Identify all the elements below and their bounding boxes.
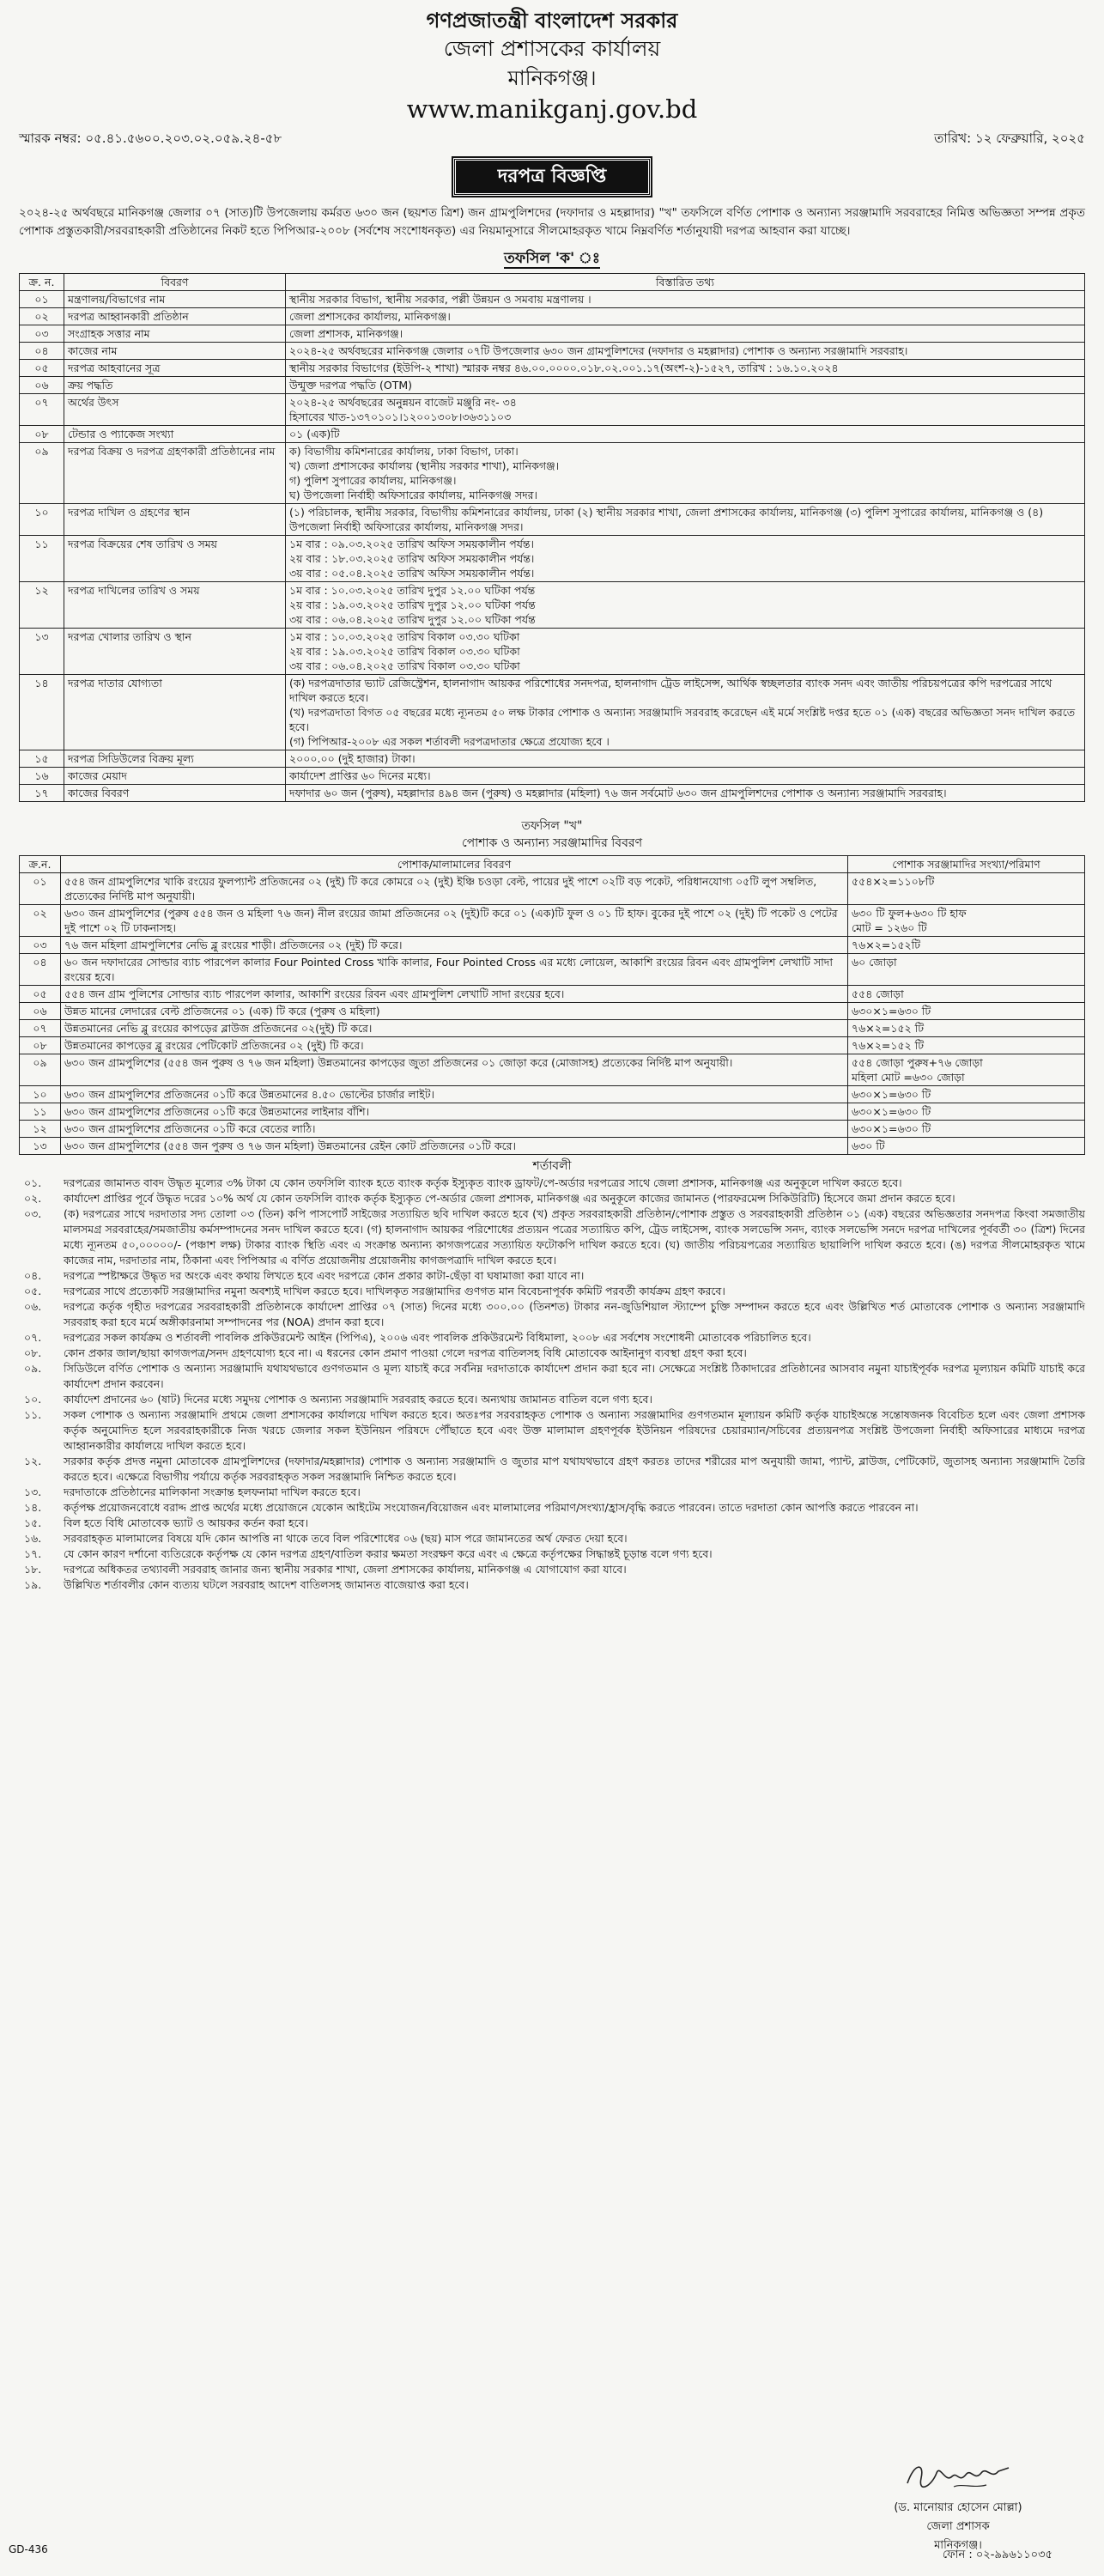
condition-number: ১৪. <box>24 1501 42 1515</box>
table-a-cell-detail: উন্মুক্ত দরপত্র পদ্ধতি (OTM) <box>286 377 1085 394</box>
table-b-row <box>20 1054 1085 1086</box>
table-b-cell-qty: ৬৩০×১=৬৩০ টি <box>848 1003 1085 1020</box>
condition-item <box>19 1577 1085 1593</box>
condition-text: সরকার কর্তৃক প্রদত্ত নমুনা মোতাবেক গ্রামপুলিশদের (দফাদার/মহল্লাদার) পোশাক ও অন্যান্য সরঞ্জামাদি ও জুতার মাপ যথাযথভাবে গ্রহণ করতঃ তাদের শরীরের মাপ অনুযায়ী জামা, প্যান্ট, ব্লাউজ, পেটিকোট, জুতাসহ অন্যান্য সরঞ্জামাদি তৈরি করতে হবে। এক্ষেত্রে বিভাগীয় পর্যায়ে কর্তৃক সরবরাহকৃত সকল সরঞ্জামাদি নিশ্চিত করতে হবে। <box>64 1455 1085 1484</box>
table-a-cell-detail: কার্যাদেশ প্রাপ্তির ৬০ দিনের মধ্যে। <box>286 768 1085 785</box>
condition-text: বিল হতে বিধি মোতাবেক ভ্যাট ও আয়কর কর্তন করা হবে। <box>64 1516 309 1530</box>
table-a-header-no: ক্র. ন. <box>20 274 64 291</box>
condition-number: ১৬. <box>24 1532 42 1546</box>
table-b-cell-desc: ৬৩০ জন গ্রামপুলিশের (পুরুষ ৫৫৪ জন ও মহিলা ৭৬ জন) নীল রংয়ের জামা প্রতিজনের ০২ (দুই)টি করে ০১ (এক)টি ফুল ও ০১ টি হাফ। বুকের দুই পাশে ০২ (দুই) টি পকেট ও পেটের দুই পাশে ০২ টি ঢাকনাসহ। <box>61 905 848 937</box>
signatory-title: জেলা প্রশাসক <box>926 2520 990 2533</box>
condition-text: কোন প্রকার জাল/ছায়া কাগজপত্র/সনদ গ্রহণযোগ্য হবে না। এ ধরনের কোন প্রমাণ পাওয়া গেলে দরপত্র বাতিলসহ বিধি মোতাবেক আইনানুগ ব্যবস্থা গ্রহণ করা হবে। <box>64 1346 747 1360</box>
table-a-cell-no: ০১ <box>20 291 64 308</box>
table-a-row <box>20 377 1085 394</box>
table-a-row <box>20 504 1085 536</box>
table-a-cell-no: ১৬ <box>20 768 64 785</box>
table-a-cell-no: ১১ <box>20 536 64 582</box>
table-a-cell-no: ০৯ <box>20 443 64 504</box>
letterhead <box>19 7 1085 125</box>
table-a-cell-detail: ০১ (এক)টি <box>286 426 1085 443</box>
table-a-cell-no: ০৩ <box>20 325 64 343</box>
condition-number: ০৫. <box>24 1285 42 1298</box>
condition-text: দরপত্রে অধিকতর তথ্যাবলী সরবরাহ জানার জন্য স্থানীয় সরকার শাখা, জেলা প্রশাসকের কার্যালয়, মানিকগঞ্জ এ যোগাযোগ করা যাবে। <box>64 1563 627 1577</box>
table-a-cell-no: ১২ <box>20 582 64 629</box>
table-a-cell-no: ০৪ <box>20 343 64 360</box>
table-b-cell-desc: ৫৫৪ জন গ্রামপুলিশের খাকি রংয়ের ফুলপ্যান্ট প্রতিজনের ০২ (দুই) টি করে কোমরে ০২ (দুই) ইঞ্চি চওড়া বেল্ট, পায়ের দুই পাশে ০২টি বড় পকেট, পরিধানযোগ্য ০৫টি লুপ সম্বলিত, প্রত্যেকের নির্দিষ্ট মাপ অনুযায়ী। <box>61 873 848 905</box>
table-b-cell-qty: ৬৩০×১=৬৩০ টি <box>848 1103 1085 1121</box>
table-b-header-qty: পোশাক সরঞ্জামাদির সংখ্যা/পরিমাণ <box>848 856 1085 873</box>
table-b-title <box>19 817 1085 852</box>
condition-number: ১২. <box>24 1455 42 1468</box>
table-a-cell-detail: ক) বিভাগীয় কমিশনারের কার্যালয়, ঢাকা বিভাগ, ঢাকা। খ) জেলা প্রশাসকের কার্যালয় (স্থানীয় সরকার শাখা), মানিকগঞ্জ। গ) পুলিশ সুপারের কার্যালয়, মানিকগঞ্জ। ঘ) উপজেলা নির্বাহী অফিসারের কার্যালয়, মানিকগঞ্জ সদর। <box>286 443 1085 504</box>
condition-number: ১৮. <box>24 1563 42 1577</box>
table-b-cell-desc: ৬৩০ জন গ্রামপুলিশের (৫৫৪ জন পুরুষ ও ৭৬ জন মহিলা) উন্নতমানের কাপড়ের জুতা প্রতিজনের ০১ জোড়া করে (মোজাসহ) প্রত্যেকের নির্দিষ্ট মাপ অনুযায়ী। <box>61 1054 848 1086</box>
table-a-row <box>20 308 1085 325</box>
table-b-cell-desc: ৬৩০ জন গ্রামপুলিশের (৫৫৪ জন পুরুষ ও ৭৬ জন মহিলা) উন্নতমানের রেইন কোট প্রতিজনের ০১টি করে। <box>61 1138 848 1155</box>
conditions-title: শর্তাবলী <box>532 1159 572 1174</box>
table-a-row <box>20 426 1085 443</box>
table-b-cell-no: ১৩ <box>20 1138 61 1155</box>
signature-image <box>902 2458 1014 2494</box>
table-a-cell-item: সংগ্রাহক সত্তার নাম <box>64 325 286 343</box>
table-a-cell-detail: (ক) দরপত্রদাতার ভ্যাট রেজিস্ট্রেশন, হালনাগাদ আয়কর পরিশোধের সনদপত্র, হালনাগাদ ট্রেড লাইসেন্স, আর্থিক স্বচ্ছলতার ব্যাংক সনদ এবং জাতীয় পরিচয়পত্রের কপি দরপত্রের সাথে দাখিল করতে হবে। (খ) দরপত্রদাতা বিগত ০৫ বছরের মধ্যে ন্যূনতম ৫০ লক্ষ টাকার পোশাক ও অন্যান্য সরঞ্জামাদি সরবরাহ করেছেন এই মর্মে সংশ্লিষ্ট দপ্তর হতে ০১ (এক) বছরের অভিজ্ঞতা সনদ দাখিল করতে হবে। (গ) পিপিআর-২০০৮ এর সকল শর্তাবলী দরপত্রদাতার ক্ষেত্রে প্রযোজ্য হবে । <box>286 675 1085 750</box>
notice-title: দরপত্র বিজ্ঞপ্তি <box>453 158 651 197</box>
table-b-cell-desc: উন্নতমানের নেভি ব্লু রংয়ের কাপড়ের ব্লাউজ প্রতিজনের ০২(দুই) টি করে। <box>61 1020 848 1037</box>
table-a-cell-no: ১৩ <box>20 629 64 675</box>
table-b-cell-no: ০৯ <box>20 1054 61 1086</box>
table-a-cell-detail: দফাদার ৬০ জন (পুরুষ), মহল্লাদার ৪৯৪ জন (পুরুষ) ও মহল্লাদার (মহিলা) ৭৬ জন সর্বমোট ৬৩০ জন গ্রামপুলিশদের পোশাক ও অন্যান্য সরঞ্জামাদি সরবরাহ। <box>286 785 1085 802</box>
table-a-cell-item: ক্রয় পদ্ধতি <box>64 377 286 394</box>
condition-item <box>19 1531 1085 1546</box>
table-a-cell-detail: ১ম বার : ০৯.০৩.২০২৫ তারিখ অফিস সময়কালীন পর্যন্ত। ২য় বার : ১৮.০৩.২০২৫ তারিখ অফিস সময়কালীন পর্যন্ত। ৩য় বার : ০৫.০৪.২০২৫ তারিখ অফিস সময়কালীন পর্যন্ত। <box>286 536 1085 582</box>
condition-number: ০৮. <box>24 1346 42 1360</box>
table-a-cell-item: দরপত্র বিক্রয়ের শেষ তারিখ ও সময় <box>64 536 286 582</box>
table-b-row <box>20 1086 1085 1103</box>
table-b-cell-no: ১১ <box>20 1103 61 1121</box>
table-a-cell-item: কাজের নাম <box>64 343 286 360</box>
table-a-header-item: বিবরণ <box>64 274 286 291</box>
table-a-cell-item: মন্ত্রণালয়/বিভাগের নাম <box>64 291 286 308</box>
table-b-row <box>20 937 1085 954</box>
condition-item <box>19 1191 1085 1206</box>
table-b <box>19 855 1085 1155</box>
table-b-title-text: তফসিল "খ" <box>521 819 583 834</box>
memo-date: তারিখ: ১২ ফেব্রুয়ারি, ২০২৫ <box>934 131 1085 146</box>
govt-name: গণপ্রজাতন্ত্রী বাংলাদেশ সরকার <box>426 9 678 33</box>
table-b-cell-qty: ৫৫৪×২=১১০৮টি <box>848 873 1085 905</box>
condition-item <box>19 1500 1085 1516</box>
table-a-cell-item: কাজের বিবরণ <box>64 785 286 802</box>
table-b-cell-no: ০৮ <box>20 1037 61 1054</box>
table-b-cell-no: ০৪ <box>20 954 61 986</box>
condition-item <box>19 1516 1085 1531</box>
table-b-row <box>20 1037 1085 1054</box>
table-a-cell-item: দরপত্র দাখিল ও গ্রহণের স্থান <box>64 504 286 536</box>
table-a-cell-detail: ১ম বার : ১০.০৩.২০২৫ তারিখ বিকাল ০৩.৩০ ঘটিকা ২য় বার : ১৯.০৩.২০২৫ তারিখ বিকাল ০৩.৩০ ঘটিকা ৩য় বার : ০৬.০৪.২০২৫ তারিখ বিকাল ০৩.৩০ ঘটিকা <box>286 629 1085 675</box>
table-b-cell-qty: ৫৫৪ জোড়া পুরুষ+৭৬ জোড়া মহিলা মোট =৬৩০ জোড়া <box>848 1054 1085 1086</box>
table-a-cell-no: ০৬ <box>20 377 64 394</box>
table-b-header-row <box>20 856 1085 873</box>
condition-number: ০৯. <box>24 1362 42 1376</box>
table-a-title-text: তফসিল 'ক' ঃ <box>504 250 600 268</box>
table-a-row <box>20 291 1085 308</box>
table-b-cell-desc: ৫৫৪ জন গ্রাম পুলিশের সোল্ডার ব্যাচ পারপেল কালার, আকাশি রংয়ের রিবন এবং গ্রামপুলিশ লেখাটি সাদা রংয়ের হবে। <box>61 986 848 1003</box>
signature-block <box>864 2458 1052 2555</box>
table-b-cell-desc: ৭৬ জন মহিলা গ্রামপুলিশের নেভি ব্লু রংয়ের শাড়ী। প্রতিজনের ০২ (দুই) টি করে। <box>61 937 848 954</box>
table-a-cell-item: কাজের মেয়াদ <box>64 768 286 785</box>
condition-item <box>19 1546 1085 1562</box>
table-a-cell-detail: জেলা প্রশাসকের কার্যালয়, মানিকগঞ্জ। <box>286 308 1085 325</box>
table-b-cell-qty: ৬৩০ টি ফুল+৬৩০ টি হাফ মোট = ১২৬০ টি <box>848 905 1085 937</box>
table-b-subtitle: পোশাক ও অন্যান্য সরঞ্জামাদির বিবরণ <box>461 836 643 851</box>
conditions-list <box>19 1176 1085 1593</box>
condition-item <box>19 1562 1085 1577</box>
condition-number: ০৪. <box>24 1269 42 1283</box>
condition-item <box>19 1268 1085 1284</box>
table-b-row <box>20 905 1085 937</box>
condition-number: ০১. <box>24 1176 42 1190</box>
condition-text: দরপত্রের সকল কার্যক্রম ও শর্তাবলী পাবলিক প্রকিউরমেন্ট আইন (পিপিএ), ২০০৬ এবং পাবলিক প্রকিউরমেন্ট বিধিমালা, ২০০৮ এর সর্বশেষ সংশোধনী মোতাবেক পরিচালিত হবে। <box>64 1331 811 1345</box>
condition-number: ০৭. <box>24 1331 42 1345</box>
table-b-cell-no: ০৩ <box>20 937 61 954</box>
table-a-header-detail: বিস্তারিত তথ্য <box>286 274 1085 291</box>
table-b-cell-no: ০৭ <box>20 1020 61 1037</box>
table-a-cell-detail: ২০০০.০০ (দুই হাজার) টাকা। <box>286 750 1085 768</box>
table-a-title <box>19 249 1085 268</box>
condition-number: ১৩. <box>24 1485 42 1499</box>
condition-item <box>19 1392 1085 1407</box>
condition-item <box>19 1407 1085 1454</box>
table-b-header-no: ক্র.ন. <box>20 856 61 873</box>
table-a <box>19 273 1085 802</box>
condition-text: দরপত্রের সাথে প্রত্যেকটি সরঞ্জামাদির নমুনা অবশ্যই দাখিল করতে হবে। দাখিলকৃত সরঞ্জামাদির গুণগত মান বিবেচনাপূর্বক কমিটি পরবর্তী কার্যক্রম গ্রহণ করবে। <box>64 1285 725 1298</box>
condition-item <box>19 1330 1085 1346</box>
table-a-cell-no: ০৭ <box>20 394 64 426</box>
table-a-cell-no: ১৪ <box>20 675 64 750</box>
table-b-cell-no: ১২ <box>20 1121 61 1138</box>
table-a-cell-detail: জেলা প্রশাসক, মানিকগঞ্জ। <box>286 325 1085 343</box>
table-a-cell-item: দরপত্র খোলার তারিখ ও স্থান <box>64 629 286 675</box>
table-b-cell-no: ০৬ <box>20 1003 61 1020</box>
table-a-row <box>20 629 1085 675</box>
condition-text: সকল পোশাক ও অন্যান্য সরঞ্জামাদি প্রথমে জেলা প্রশাসকের কার্যালয়ে দাখিল করতে হবে। অতঃপর সরবরাহকৃত পোশাক ও অন্যান্য সরঞ্জামাদির গুণগতমান মূল্যায়ন কমিটি কর্তৃক যাচাইঅন্তে সন্তোষজনক বিবেচিত হলে এবং জেলা প্রশাসক কর্তৃক অনুমোদিত হলে সরবরাহকারীকে নিজ খরচে জেলার সকল ইউনিয়ন পরিষদে পৌঁছাতে হবে এবং উক্ত মালামাল গ্রহণপূর্বক ইউনিয়ন পরিষদের চেয়ারম্যান/সচিবের প্রত্যয়নপত্র সংশ্লিষ্ট উপজেলা নির্বাহী অফিসারের মাধ্যমে দরপত্র আহ্বানকারীর কার্যালয়ে দাখিল করতে হবে। <box>64 1408 1085 1453</box>
table-a-row <box>20 394 1085 426</box>
table-b-cell-qty: ৭৬×২=১৫২ টি <box>848 1020 1085 1037</box>
condition-item <box>19 1485 1085 1500</box>
table-b-cell-no: ০৫ <box>20 986 61 1003</box>
condition-number: ০৬. <box>24 1300 42 1314</box>
table-a-row <box>20 360 1085 377</box>
signatory-phone: ফোন : ০২-৯৯৬১১০৩৫ <box>942 2549 1052 2561</box>
table-a-cell-item: দরপত্র আহবানের সূত্র <box>64 360 286 377</box>
table-b-cell-no: ০২ <box>20 905 61 937</box>
condition-item <box>19 1206 1085 1268</box>
table-a-row <box>20 536 1085 582</box>
table-a-cell-detail: ২০২৪-২৫ অর্থবছরের অনুন্নয়ন বাজেট মঞ্জুরি নং- ৩৪ হিসাবের খাত-১৩৭০১০১।১২০০১৩০৮।৩৬৩১১০৩ <box>286 394 1085 426</box>
signatory-district: মানিকগঞ্জ। <box>934 2539 982 2552</box>
table-b-row <box>20 1121 1085 1138</box>
table-a-cell-no: ০৮ <box>20 426 64 443</box>
table-a-cell-detail: স্থানীয় সরকার বিভাগের (ইউপি-২ শাখা) স্মারক নম্বর ৪৬.০০.০০০০.০১৮.০২.০০১.১৭(অংশ-২)-১৫২৭, তারিখ : ১৬.১০.২০২৪ <box>286 360 1085 377</box>
condition-text: যে কোন কারণ দর্শানো ব্যতিরেকে কর্তৃপক্ষ যে কোন দরপত্র গ্রহণ/বাতিল করার ক্ষমতা সংরক্ষণ করে এবং এ ক্ষেত্রে কর্তৃপক্ষের সিদ্ধান্তই চূড়ান্ত বলে গণ্য হবে। <box>64 1547 713 1561</box>
table-b-row <box>20 1003 1085 1020</box>
table-b-cell-desc: ৬৩০ জন গ্রামপুলিশের প্রতিজনের ০১টি করে উন্নতমানের ৪.৫০ ভোল্টের চার্জার লাইট। <box>61 1086 848 1103</box>
table-a-cell-no: ১৫ <box>20 750 64 768</box>
table-b-cell-no: ১০ <box>20 1086 61 1103</box>
table-b-cell-no: ০১ <box>20 873 61 905</box>
condition-number: ১৭. <box>24 1547 42 1561</box>
condition-number: ১০. <box>24 1393 42 1406</box>
footer-code: GD-436 <box>9 2543 48 2555</box>
condition-text: সরবরাহকৃত মালামালের বিষয়ে যদি কোন আপত্তি না থাকে তবে বিল পরিশোধের ০৬ (ছয়) মাস পরে জামানতের অর্থ ফেরত দেয়া হবে। <box>64 1532 628 1546</box>
memo-line <box>19 131 1085 148</box>
table-b-cell-desc: ৬০ জন দফাদারের সোল্ডার ব্যাচ পারপেল কালার Four Pointed Cross খাকি কালার, Four Pointed Cross এর মধ্যে লোয়েল, আকাশি রংয়ের রিবন এবং গ্রামপুলিশ লেখাটি সাদা রংয়ের হবে। <box>61 954 848 986</box>
table-a-cell-detail: স্থানীয় সরকার বিভাগ, স্থানীয় সরকার, পল্লী উন্নয়ন ও সমবায় মন্ত্রণালয় । <box>286 291 1085 308</box>
memo-number: স্মারক নম্বর: ০৫.৪১.৫৬০০.২০৩.০২.০৫৯.২৪-৫৮ <box>19 131 282 146</box>
condition-number: ০৩. <box>24 1207 42 1221</box>
condition-text: দরপত্রের জামানত বাবদ উদ্ধৃত মূল্যের ৩% টাকা যে কোন তফসিলি ব্যাংক হতে ব্যাংক কর্তৃক ইস্যুকৃত ব্যাংক ড্রাফট/পে-অর্ডার দরপত্রের সাথে জেলা প্রশাসক, মানিকগঞ্জ এর অনুকূলে দাখিল করতে হবে। <box>64 1176 902 1190</box>
condition-text: কর্তৃপক্ষ প্রয়োজনবোধে বরাদ্দ প্রাপ্ত অর্থের মধ্যে প্রয়োজনে যেকোন আইটেম সংযোজন/বিয়োজন এবং মালামালের পরিমাণ/সংখ্যা/হ্রাস/বৃদ্ধি করতে পারবেন। তাতে দরদাতা কোন আপত্তি করতে পারবেন না। <box>64 1501 919 1515</box>
table-a-cell-no: ০২ <box>20 308 64 325</box>
table-a-cell-no: ০৫ <box>20 360 64 377</box>
table-a-row <box>20 750 1085 768</box>
table-a-cell-item: দরপত্র সিডিউলের বিক্রয় মূল্য <box>64 750 286 768</box>
table-b-row <box>20 873 1085 905</box>
condition-number: ১৫. <box>24 1516 42 1530</box>
table-a-cell-no: ১০ <box>20 504 64 536</box>
table-b-cell-desc: ৬৩০ জন গ্রামপুলিশের প্রতিজনের ০১টি করে উন্নতমানের লাইনার বাঁশি। <box>61 1103 848 1121</box>
table-a-cell-detail: (১) পরিচালক, স্থানীয় সরকার, বিভাগীয় কমিশনারের কার্যালয়, ঢাকা (২) স্থানীয় সরকার শাখা, জেলা প্রশাসকের কার্যালয়, মানিকগঞ্জ (৩) পুলিশ সুপারের কার্যালয়, মানিকগঞ্জ ও (৪) উপজেলা নির্বাহী অফিসারের কার্যালয়, মানিকগঞ্জ সদর। <box>286 504 1085 536</box>
table-a-row <box>20 443 1085 504</box>
table-b-row <box>20 954 1085 986</box>
condition-item <box>19 1361 1085 1392</box>
table-a-row <box>20 343 1085 360</box>
table-a-row <box>20 675 1085 750</box>
condition-item <box>19 1454 1085 1485</box>
condition-number: ১৯. <box>24 1578 42 1592</box>
table-b-cell-qty: ৬৩০×১=৬৩০ টি <box>848 1086 1085 1103</box>
table-b-cell-qty: ৫৫৪ জোড়া <box>848 986 1085 1003</box>
condition-text: দরপত্রে কর্তৃক গৃহীত দরপত্রের সরবরাহকারী প্রতিষ্ঠানকে কার্যাদেশ প্রাপ্তির ০৭ (সাত) দিনের মধ্যে ৩০০.০০ (তিনশত) টাকার নন-জুডিশিয়াল স্ট্যাম্পে চুক্তি সম্পাদন করতে হবে এবং উল্লিখিত শর্ত মোতাবেক পোশাক ও অন্যান্য সরঞ্জামাদি সরবরাহ করা হবে মর্মে অঙ্গীকারনামা সম্পাদনের পর (NOA) প্রদান করা হবে। <box>64 1300 1085 1329</box>
table-a-row <box>20 325 1085 343</box>
office-name: জেলা প্রশাসকের কার্যালয় <box>443 36 661 61</box>
table-a-header-row <box>20 274 1085 291</box>
signatory-name: (ড. মানোয়ার হোসেন মোল্লা) <box>894 2501 1022 2514</box>
table-b-cell-qty: ৬৩০×১=৬৩০ টি <box>848 1121 1085 1138</box>
condition-text: কার্যাদেশ প্রদানের ৬০ (ষাট) দিনের মধ্যে সমুদয় পোশাক ও অন্যান্য সরঞ্জামাদি সরবরাহ করতে হবে। অন্যথায় জামানত বাতিল বলে গণ্য হবে। <box>64 1393 652 1406</box>
condition-number: ১১. <box>24 1408 42 1422</box>
table-b-row <box>20 986 1085 1003</box>
table-a-cell-item: টেন্ডার ও প্যাকেজ সংখ্যা <box>64 426 286 443</box>
condition-text: (ক) দরপত্রের সাথে দরদাতার সদ্য তোলা ০৩ (তিন) কপি পাসপোর্ট সাইজের সত্যায়িত ছবি দাখিল করতে হবে (খ) প্রকৃত সরবরাহকারী প্রতিষ্ঠান/পোশাক প্রস্তুত ও সরবরাহকারী প্রতিষ্ঠান ০১ (এক) বছরের অভিজ্ঞতার সনদপত্র কিংবা সমজাতীয় মালসমগ্র সরবরাহের/সমজাতীয় কর্মসম্পাদনের সনদ দাখিল করতে হবে। (গ) হালনাগাদ আয়কর পরিশোধের প্রত্যয়ন পত্রের সত্যায়িত কপি, ট্রেড লাইসেন্স, ব্যাংক সলভেন্সি সনদ, ব্যাংক সলভেন্সি সনদে দরপত্র দাখিলের পূর্ববর্তী ৩০ (ত্রিশ) দিনের মধ্যে ন্যূনতম ৫০,০০০০০/- (পঞ্চাশ লক্ষ) টাকার ব্যাংক স্থিতি এবং এ সংক্রান্ত অন্যান্য কাগজপত্রের সত্যায়িত ফটোকপি দাখিল করতে হবে। (ঘ) জাতীয় পরিচয়পত্রের সত্যায়িত ছায়ালিপি দাখিল করতে হবে। (ঙ) দরপত্র সীলমোহরকৃত খামে কাজের নাম, দরদাতার নাম, ঠিকানা এবং পিপিআর এ বর্ণিত প্রয়োজনীয় প্রয়োজনীয় কাগজপত্রাদি দাখিল করতে হবে। <box>64 1207 1085 1267</box>
condition-item <box>19 1284 1085 1299</box>
table-a-cell-detail: ২০২৪-২৫ অর্থবছরের মানিকগঞ্জ জেলার ০৭টি উপজেলার ৬৩০ জন গ্রামপুলিশদের (দফাদার ও মহল্লাদার) পোশাক ও অন্যান্য সরঞ্জামাদি সরবরাহ। <box>286 343 1085 360</box>
table-a-cell-detail: ১ম বার : ১০.০৩.২০২৫ তারিখ দুপুর ১২.০০ ঘটিকা পর্যন্ত ২য় বার : ১৯.০৩.২০২৫ তারিখ দুপুর ১২.০০ ঘটিকা পর্যন্ত ৩য় বার : ০৬.০৪.২০২৫ তারিখ দুপুর ১২.০০ ঘটিকা পর্যন্ত <box>286 582 1085 629</box>
condition-text: দরদাতাকে প্রতিষ্ঠানের মালিকানা সংক্রান্ত হলফনামা দাখিল করতে হবে। <box>64 1485 361 1499</box>
table-b-cell-qty: ৬৩০ টি <box>848 1138 1085 1155</box>
table-b-row <box>20 1020 1085 1037</box>
district-name: মানিকগঞ্জ। <box>507 66 597 90</box>
condition-item <box>19 1299 1085 1330</box>
table-a-cell-item: দরপত্র আহ্বানকারী প্রতিষ্ঠান <box>64 308 286 325</box>
table-a-cell-item: দরপত্র দাখিলের তারিখ ও সময় <box>64 582 286 629</box>
condition-item <box>19 1346 1085 1361</box>
table-b-row <box>20 1138 1085 1155</box>
table-b-body <box>20 873 1085 1155</box>
table-a-row <box>20 768 1085 785</box>
intro-paragraph: ২০২৪-২৫ অর্থবছরে মানিকগঞ্জ জেলার ০৭ (সাত)টি উপজেলায় কর্মরত ৬৩০ জন (ছয়শত ত্রিশ) জন গ্রামপুলিশদের (দফাদার ও মহল্লাদার) "খ" তফসিলে বর্ণিত পোশাক ও অন্যান্য সরঞ্জামাদি সরবরাহের নিমিত্ত অভিজ্ঞতা সম্পন্ন প্রকৃত পোশাক প্রস্তুতকারী/সরবরাহকারী প্রতিষ্ঠানের নিকট হতে পিপিআর-২০০৮ (সর্বশেষ সংশোধনকৃত) এর নিয়মানুসারে সীলমোহরকৃত খামে নিম্নবর্ণিত শর্তানুযায়ী দরপত্র আহবান করা যাচ্ছে। <box>19 206 1085 239</box>
table-a-row <box>20 785 1085 802</box>
table-a-cell-no: ১৭ <box>20 785 64 802</box>
table-a-cell-item: দরপত্র দাতার যোগ্যতা <box>64 675 286 750</box>
condition-text: উল্লিখিত শর্তাবলীর কোন ব্যত্যয় ঘটলে সরবরাহ আদেশ বাতিলসহ জামানত বাজেয়াপ্ত করা হবে। <box>64 1578 469 1592</box>
table-b-cell-desc: ৬৩০ জন গ্রামপুলিশের প্রতিজনের ০১টি করে বেতের লাঠি। <box>61 1121 848 1138</box>
table-a-cell-item: অর্থের উৎস <box>64 394 286 426</box>
table-b-header-desc: পোশাক/মালামালের বিবরণ <box>61 856 848 873</box>
table-a-cell-item: দরপত্র বিক্রয় ও দরপত্র গ্রহণকারী প্রতিষ্ঠানের নাম <box>64 443 286 504</box>
condition-text: সিডিউলে বর্ণিত পোশাক ও অন্যান্য সরঞ্জামাদি যথাযথভাবে গুণগতমান ও মূল্য যাচাই করে সর্বনিম্ন দরদাতাকে কার্যাদেশ প্রদান করা হবে না। সেক্ষেত্রে সংশ্লিষ্ট ঠিকাদারের প্রতিষ্ঠানের আসবাব নমুনা যাচাইপূর্বক দরপত্র মূল্যায়ন কমিটি যাচাই করে কার্যাদেশ প্রদান করবেন। <box>64 1362 1085 1391</box>
condition-number: ০২. <box>24 1192 42 1206</box>
condition-item <box>19 1176 1085 1191</box>
table-b-cell-qty: ৭৬×২=১৫২টি <box>848 937 1085 954</box>
table-a-row <box>20 582 1085 629</box>
website-link[interactable]: www.manikganj.gov.bd <box>406 94 698 124</box>
table-b-row <box>20 1103 1085 1121</box>
table-a-body <box>20 291 1085 802</box>
table-b-cell-qty: ৭৬×২=১৫২ টি <box>848 1037 1085 1054</box>
table-b-cell-desc: উন্নতমানের কাপড়ের ব্লু রংয়ের পেটিকোট প্রতিজনের ০২ (দুই) টি করে। <box>61 1037 848 1054</box>
condition-text: কার্যাদেশ প্রাপ্তির পূর্বে উদ্ধৃত দরের ১০% অর্থ যে কোন তফসিলি ব্যাংক কর্তৃক ইস্যুকৃত পে-অর্ডার জেলা প্রশাসক, মানিকগঞ্জ এর অনুকূলে কাজের জামানত (পারফরমেন্স সিকিউরিটি) হিসেবে জমা প্রদান করতে হবে। <box>64 1192 955 1206</box>
condition-text: দরপত্রে স্পষ্টাক্ষরে উদ্ধৃত দর অংকে এবং কথায় লিখতে হবে এবং দরপত্রে কোন প্রকার কাটা-ছেঁড়া বা ঘষামাজা করা যাবে না। <box>64 1269 585 1283</box>
table-b-cell-desc: উন্নত মানের লেদারের বেল্ট প্রতিজনের ০১ (এক) টি করে (পুরুষ ও মহিলা) <box>61 1003 848 1020</box>
table-b-cell-qty: ৬০ জোড়া <box>848 954 1085 986</box>
